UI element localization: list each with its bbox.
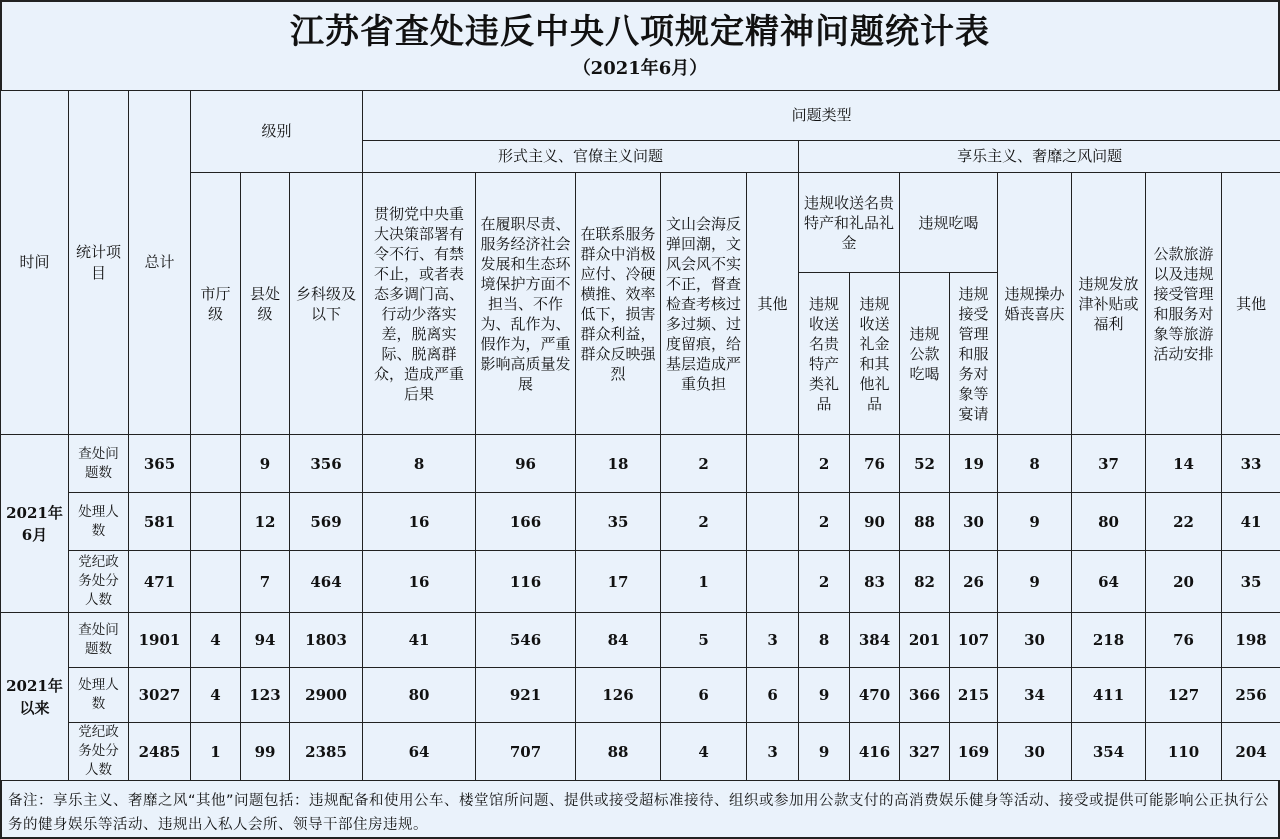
- header-gifts-money: 违规收送礼金和其他礼品: [850, 273, 900, 435]
- value-cell: 94: [241, 613, 290, 668]
- value-cell: 8: [799, 613, 850, 668]
- table-row: [1, 435, 1280, 493]
- header-hedonism: 享乐主义、奢靡之风问题: [799, 141, 1280, 173]
- header-total: 总计: [129, 91, 191, 435]
- value-cell: 127: [1146, 668, 1222, 723]
- header-formalism-1: 贯彻党中央重大决策部署有令不行、有禁不止，或者表态多调门高、行动少落实差，脱离实际、脱离群众，造成严重后果: [363, 173, 476, 435]
- value-cell: 96: [476, 435, 576, 493]
- value-cell: 83: [850, 551, 900, 613]
- value-cell: [191, 435, 241, 493]
- value-cell: 169: [950, 723, 998, 781]
- value-cell: 33: [1222, 435, 1280, 493]
- header-dining: 违规吃喝: [900, 173, 998, 273]
- value-cell: 20: [1146, 551, 1222, 613]
- value-cell: 88: [576, 723, 661, 781]
- value-cell: 30: [950, 493, 998, 551]
- table-row: [1, 493, 1280, 551]
- value-cell: 9: [241, 435, 290, 493]
- header-formalism-2: 在履职尽责、服务经济社会发展和生态环境保护方面不担当、不作为、乱作为、假作为，严重影响高质量发展: [476, 173, 576, 435]
- value-cell: 123: [241, 668, 290, 723]
- value-cell: 6: [747, 668, 799, 723]
- value-cell: 8: [998, 435, 1072, 493]
- value-cell: 99: [241, 723, 290, 781]
- table-row: [1, 551, 1280, 613]
- value-cell: 384: [850, 613, 900, 668]
- value-cell: 90: [850, 493, 900, 551]
- value-cell: 2: [799, 493, 850, 551]
- header-level-county: 县处级: [241, 173, 290, 435]
- header-gifts-specialty: 违规收送名贵特产类礼品: [799, 273, 850, 435]
- value-cell: 3: [747, 723, 799, 781]
- value-cell: 30: [998, 613, 1072, 668]
- value-cell: 64: [363, 723, 476, 781]
- header-item: 统计项目: [69, 91, 129, 435]
- value-cell: 8: [363, 435, 476, 493]
- header-formalism-4: 文山会海反弹回潮，文风会风不实不正，督查检查考核过多过频、过度留痕，给基层造成严重负担: [661, 173, 747, 435]
- value-cell: [191, 493, 241, 551]
- value-cell: 256: [1222, 668, 1280, 723]
- value-cell: 218: [1072, 613, 1146, 668]
- value-cell: 35: [1222, 551, 1280, 613]
- value-cell: 201: [900, 613, 950, 668]
- table-row: [1, 613, 1280, 668]
- footnote: 备注：享乐主义、奢靡之风“其他”问题包括：违规配备和使用公车、楼堂馆所问题、提供或接受超标准接待、组织或参加用公款支付的高消费娱乐健身等活动、接受或提供可能影响公正执行公务的健身娱乐等活动、违规出入私人会所、领导干部住房违规。: [0, 781, 1280, 839]
- row-item: 党纪政务处分人数: [69, 551, 129, 613]
- period-cell: 2021年以来: [1, 613, 69, 781]
- value-cell: [747, 551, 799, 613]
- header-formalism-3: 在联系服务群众中消极应付、冷硬横推、效率低下，损害群众利益，群众反映强烈: [576, 173, 661, 435]
- value-cell: 9: [998, 493, 1072, 551]
- value-cell: 16: [363, 551, 476, 613]
- value-cell: 9: [998, 551, 1072, 613]
- value-cell: 37: [1072, 435, 1146, 493]
- value-cell: 22: [1146, 493, 1222, 551]
- value-cell: 2: [661, 493, 747, 551]
- header-travel: 公款旅游以及违规接受管理和服务对象等旅游活动安排: [1146, 173, 1222, 435]
- statistics-table: [0, 90, 1280, 781]
- value-cell: 12: [241, 493, 290, 551]
- value-cell: 41: [363, 613, 476, 668]
- row-item: 党纪政务处分人数: [69, 723, 129, 781]
- value-cell: 76: [1146, 613, 1222, 668]
- value-cell: 126: [576, 668, 661, 723]
- header-level: 级别: [191, 91, 363, 173]
- value-cell: 411: [1072, 668, 1146, 723]
- value-cell: 1: [661, 551, 747, 613]
- value-cell: 88: [900, 493, 950, 551]
- value-cell: 198: [1222, 613, 1280, 668]
- table-row: [1, 723, 1280, 781]
- value-cell: 707: [476, 723, 576, 781]
- value-cell: 546: [476, 613, 576, 668]
- row-item: 处理人数: [69, 668, 129, 723]
- value-cell: 4: [191, 668, 241, 723]
- value-cell: 2: [799, 551, 850, 613]
- value-cell: 34: [998, 668, 1072, 723]
- value-cell: 416: [850, 723, 900, 781]
- value-cell: 35: [576, 493, 661, 551]
- page-title: 江苏省查处违反中央八项规定精神问题统计表: [2, 2, 1278, 56]
- header-gifts: 违规收送名贵特产和礼品礼金: [799, 173, 900, 273]
- value-cell: 80: [363, 668, 476, 723]
- value-cell: 166: [476, 493, 576, 551]
- header-dining-public: 违规公款吃喝: [900, 273, 950, 435]
- value-cell: 6: [661, 668, 747, 723]
- row-item: 查处问题数: [69, 613, 129, 668]
- value-cell: 64: [1072, 551, 1146, 613]
- table-row: [1, 668, 1280, 723]
- header-weddings: 违规操办婚丧喜庆: [998, 173, 1072, 435]
- value-cell: 569: [290, 493, 363, 551]
- header-dining-banquet: 违规接受管理和服务对象等宴请: [950, 273, 998, 435]
- value-cell: 116: [476, 551, 576, 613]
- value-cell: 365: [129, 435, 191, 493]
- value-cell: 82: [900, 551, 950, 613]
- value-cell: 581: [129, 493, 191, 551]
- row-item: 查处问题数: [69, 435, 129, 493]
- value-cell: 18: [576, 435, 661, 493]
- value-cell: 16: [363, 493, 476, 551]
- value-cell: 204: [1222, 723, 1280, 781]
- value-cell: 80: [1072, 493, 1146, 551]
- value-cell: 2900: [290, 668, 363, 723]
- header-formalism: 形式主义、官僚主义问题: [363, 141, 799, 173]
- value-cell: 84: [576, 613, 661, 668]
- value-cell: 4: [191, 613, 241, 668]
- value-cell: 17: [576, 551, 661, 613]
- value-cell: 5: [661, 613, 747, 668]
- value-cell: 1901: [129, 613, 191, 668]
- value-cell: 470: [850, 668, 900, 723]
- value-cell: 107: [950, 613, 998, 668]
- value-cell: 464: [290, 551, 363, 613]
- header-level-township: 乡科级及以下: [290, 173, 363, 435]
- header-subsidies: 违规发放津补贴或福利: [1072, 173, 1146, 435]
- value-cell: [747, 435, 799, 493]
- value-cell: 4: [661, 723, 747, 781]
- value-cell: 2485: [129, 723, 191, 781]
- value-cell: 19: [950, 435, 998, 493]
- period-cell: 2021年6月: [1, 435, 69, 613]
- value-cell: 3: [747, 613, 799, 668]
- value-cell: 52: [900, 435, 950, 493]
- value-cell: [747, 493, 799, 551]
- value-cell: 2: [661, 435, 747, 493]
- value-cell: 2: [799, 435, 850, 493]
- value-cell: [191, 551, 241, 613]
- value-cell: 14: [1146, 435, 1222, 493]
- header-problem-type: 问题类型: [363, 91, 1280, 141]
- value-cell: 2385: [290, 723, 363, 781]
- value-cell: 76: [850, 435, 900, 493]
- header-hedonism-other: 其他: [1222, 173, 1280, 435]
- title-area: [0, 0, 1280, 90]
- value-cell: 30: [998, 723, 1072, 781]
- value-cell: 327: [900, 723, 950, 781]
- header-time: 时间: [1, 91, 69, 435]
- value-cell: 41: [1222, 493, 1280, 551]
- value-cell: 1: [191, 723, 241, 781]
- value-cell: 9: [799, 723, 850, 781]
- row-item: 处理人数: [69, 493, 129, 551]
- header-formalism-other: 其他: [747, 173, 799, 435]
- value-cell: 921: [476, 668, 576, 723]
- value-cell: 3027: [129, 668, 191, 723]
- value-cell: 7: [241, 551, 290, 613]
- value-cell: 354: [1072, 723, 1146, 781]
- value-cell: 9: [799, 668, 850, 723]
- value-cell: 471: [129, 551, 191, 613]
- value-cell: 215: [950, 668, 998, 723]
- value-cell: 26: [950, 551, 998, 613]
- value-cell: 366: [900, 668, 950, 723]
- value-cell: 1803: [290, 613, 363, 668]
- value-cell: 110: [1146, 723, 1222, 781]
- header-level-city: 市厅级: [191, 173, 241, 435]
- value-cell: 356: [290, 435, 363, 493]
- page-subtitle: （2021年6月）: [2, 56, 1278, 82]
